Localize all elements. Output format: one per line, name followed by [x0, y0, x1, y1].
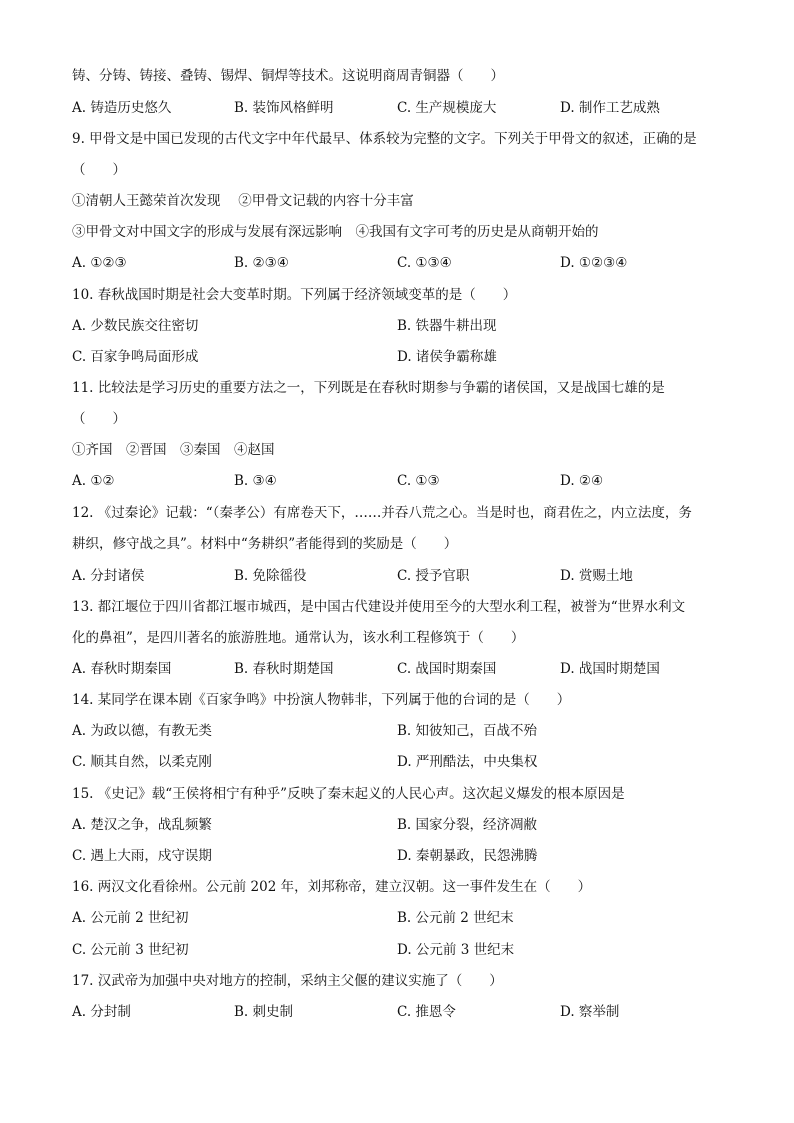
option-c: C. 顺其自然，以柔克刚	[72, 754, 212, 770]
option-d: D. 严刑酷法，中央集权	[397, 754, 538, 770]
option-c: C. 战国时期秦国	[397, 661, 497, 677]
option-c: C. 授予官职	[397, 568, 470, 584]
question-stem: 10. 春秋战国时期是社会大变革时期。下列属于经济领域变革的是（ ）	[72, 287, 517, 303]
option-b: B. 铁器牛耕出现	[397, 318, 497, 334]
question-stem: 16. 两汉文化看徐州。公元前 202 年，刘邦称帝，建立汉朝。这一事件发生在（ ）	[72, 879, 592, 895]
option-c: C. 百家争鸣局面形成	[72, 349, 199, 365]
option-c: C. ①③	[397, 473, 440, 489]
option-a: A. ①②③	[72, 255, 127, 271]
question-stem: 15. 《史记》载“王侯将相宁有种乎”反映了秦末起义的人民心声。这次起义爆发的根本原因是	[72, 786, 625, 802]
option-c: C. 遇上大雨，戍守误期	[72, 848, 212, 864]
numbered-items: ①清朝人王懿荣首次发现 ②甲骨文记载的内容十分丰富	[72, 193, 414, 209]
question-stem-continuation: 化的鼻祖”，是四川著名的旅游胜地。通常认为，该水利工程修筑于（ ）	[72, 630, 525, 646]
numbered-items: ①齐国 ②晋国 ③秦国 ④赵国	[72, 442, 275, 458]
option-a: A. 分封诸侯	[72, 568, 145, 584]
option-b: B. ②③④	[234, 255, 289, 271]
option-a: A. ①②	[72, 473, 115, 489]
question-stem-continuation: 耕织，修守战之具”。材料中“务耕织”者能得到的奖励是（ ）	[72, 536, 458, 552]
option-b: B. 刺史制	[234, 1004, 294, 1020]
option-c: C. 推恩令	[397, 1004, 456, 1020]
option-d: D. 公元前 3 世纪末	[397, 942, 515, 958]
question-stem: 12. 《过秦论》记载：“（秦孝公）有席卷天下，……并吞八荒之心。当是时也，商君佐之，内立法度，务	[72, 505, 692, 521]
option-d: D. 秦朝暴政，民怨沸腾	[397, 848, 538, 864]
option-b: B. 国家分裂，经济凋敝	[397, 817, 538, 833]
option-a: A. 春秋时期秦国	[72, 661, 172, 677]
option-d: D. 诸侯争霸称雄	[397, 349, 497, 365]
option-a: A. 楚汉之争，战乱频繁	[72, 817, 212, 833]
option-d: D. ①②③④	[560, 255, 628, 271]
option-c: C. 生产规模庞大	[397, 100, 497, 116]
option-b: B. 公元前 2 世纪末	[397, 910, 514, 926]
option-a: A. 为政以德，有教无类	[72, 723, 212, 739]
answer-bracket: （ ）	[72, 411, 126, 427]
option-b: B. 知彼知己，百战不殆	[397, 723, 538, 739]
option-b: B. 免除徭役	[234, 568, 307, 584]
question-8-stem-continuation: 铸、分铸、铸接、叠铸、锡焊、铜焊等技术。这说明商周青铜器（ ）	[72, 68, 504, 84]
option-a: A. 少数民族交往密切	[72, 318, 199, 334]
option-c: C. ①③④	[397, 255, 452, 271]
question-stem: 11. 比较法是学习历史的重要方法之一，下列既是在春秋时期参与争霸的诸侯国，又是战国七雄的是	[72, 380, 665, 396]
option-d: D. ②④	[560, 473, 604, 489]
option-d: D. 战国时期楚国	[560, 661, 660, 677]
option-d: D. 制作工艺成熟	[560, 100, 660, 116]
option-b: B. 装饰风格鲜明	[234, 100, 334, 116]
question-stem: 13. 都江堰位于四川省都江堰市城西，是中国古代建设并使用至今的大型水利工程，被誉为“世界水利文	[72, 599, 686, 615]
numbered-items: ③甲骨文对中国文字的形成与发展有深远影响 ④我国有文字可考的历史是从商朝开始的	[72, 224, 599, 240]
question-stem: 9. 甲骨文是中国已发现的古代文字中年代最早、体系较为完整的文字。下列关于甲骨文的叙述，正确的是	[72, 131, 697, 147]
option-d: D. 察举制	[560, 1004, 620, 1020]
question-stem: 14. 某同学在课本剧《百家争鸣》中扮演人物韩非，下列属于他的台词的是（ ）	[72, 692, 571, 708]
option-b: B. 春秋时期楚国	[234, 661, 334, 677]
option-a: A. 公元前 2 世纪初	[72, 910, 189, 926]
option-c: C. 公元前 3 世纪初	[72, 942, 189, 958]
option-d: D. 赏赐土地	[560, 568, 633, 584]
question-stem: 17. 汉武帝为加强中央对地方的控制，采纳主父偃的建议实施了（ ）	[72, 973, 503, 989]
option-a: A. 铸造历史悠久	[72, 100, 172, 116]
option-b: B. ③④	[234, 473, 277, 489]
option-a: A. 分封制	[72, 1004, 131, 1020]
answer-bracket: （ ）	[72, 162, 126, 178]
